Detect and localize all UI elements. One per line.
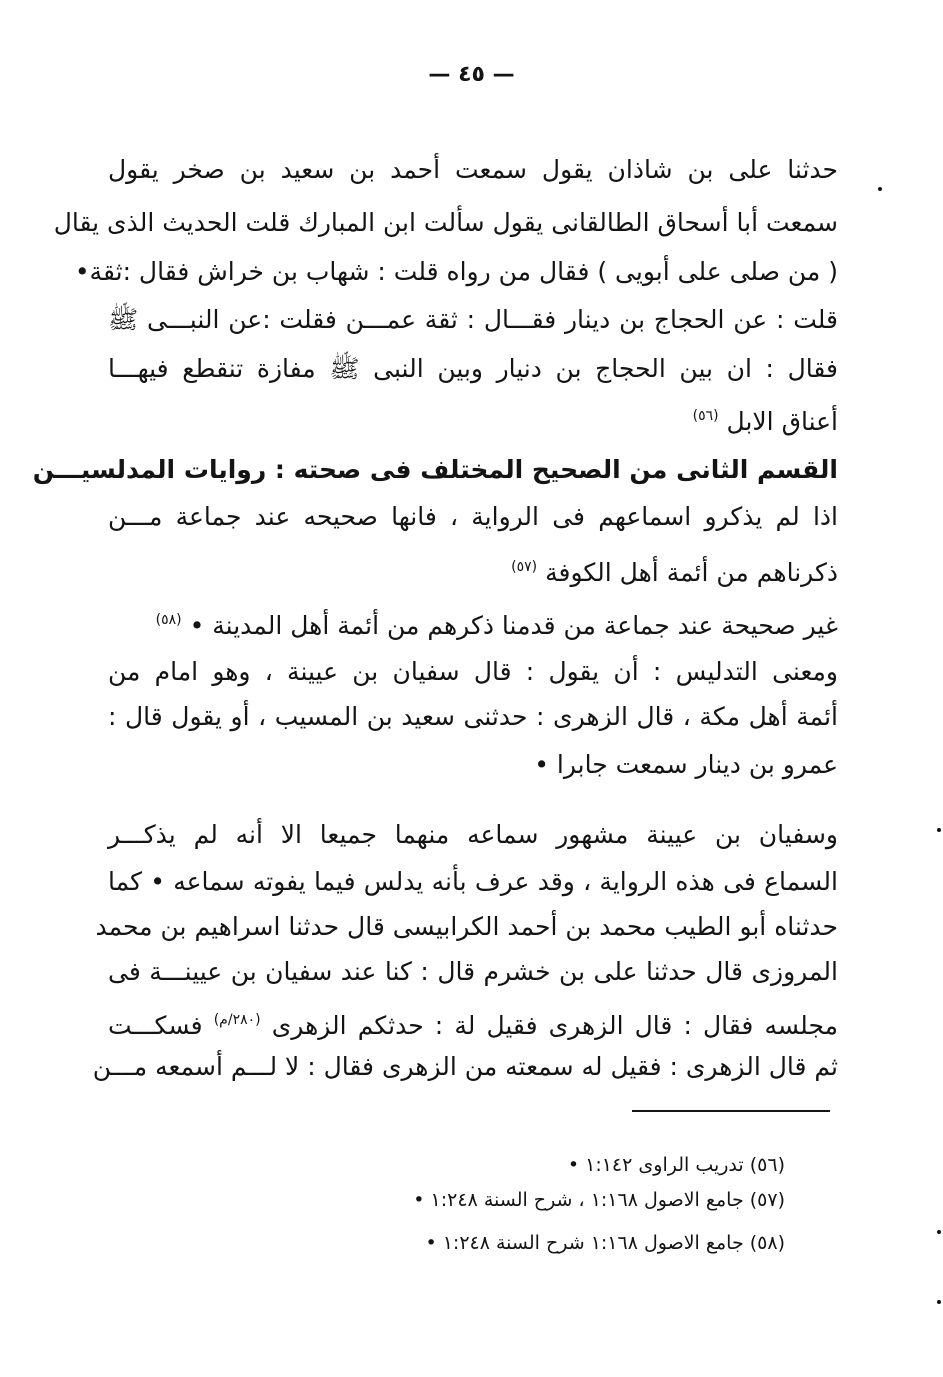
body-line: سمعت أبا أسحاق الطالقانى يقول سألت ابن المبارك قلت الحديث الذى يقال: [53, 208, 838, 237]
final-line-with-ref: [108, 1000, 838, 1046]
scan-speck: [937, 828, 941, 832]
final-line-text: فسكـــت: [108, 1011, 203, 1040]
section-line-text: غير صحيحة عند جماعة من قدمنا ذكرهم من أئمة أهل المدينة •: [189, 611, 838, 640]
final-line: وسفيان بن عيينة مشهور سماعه منهما جميعا الا أنه لم يذكـــر: [108, 820, 838, 849]
body-line-text: أعناق الابل: [726, 407, 838, 436]
section-line-text: ذكرناهم من أئمة أهل الكوفة: [545, 558, 838, 587]
body-line: قلت : عن الحجاج بن دينار فقـــال : ثقة عمـــن فقلت :عن النبـــى ﷺ: [108, 305, 838, 334]
footnote-divider: [632, 1110, 830, 1112]
page-number: — ٤٥ —: [428, 62, 515, 87]
final-line-text: مجلسه فقال : قال الزهرى فقيل لة : حدثكم الزهرى: [271, 1011, 838, 1040]
scan-speck: [937, 1300, 941, 1304]
final-line: حدثناه أبو الطيب محمد بن أحمد الكرابيسى قال حدثنا اسراهيم بن محمد: [95, 912, 838, 941]
body-line-with-ref: [108, 396, 838, 442]
footnote-item: (٥٨) جامع الاصول ١:١٦٨ شرح السنة ١:٢٤٨ •: [425, 1232, 785, 1254]
footnote-ref-280: (٢٨٠/م): [213, 1012, 261, 1028]
section-line: اذا لم يذكرو اسماعهم فى الرواية ، فانها صحيحه عند جماعة مـــن: [108, 502, 838, 531]
section-line-with-ref: [108, 547, 838, 593]
body-line: حدثنا على بن شاذان يقول سمعت أحمد بن سعيد بن صخر يقول: [108, 155, 838, 184]
footnote-item: (٥٧) جامع الاصول ١:١٦٨ ، شرح السنة ١:٢٤٨ •: [413, 1189, 785, 1211]
footnote-ref-58: (٥٨): [155, 612, 182, 628]
section-heading: القسم الثانى من الصحيح المختلف فى صحته : روايات المدلسيـــن: [32, 455, 838, 484]
scan-speck: [937, 1230, 941, 1234]
section-line: عمرو بن دينار سمعت جابرا •: [534, 750, 838, 779]
footnote-item: (٥٦) تدريب الراوى ١:١٤٢ •: [567, 1154, 785, 1176]
section-line-with-ref: [108, 600, 838, 646]
body-line: ( من صلى على أبويى ) فقال من رواه قلت : شهاب بن خراش فقال :ثقة•: [74, 257, 838, 286]
final-line: ثم قال الزهرى : فقيل له سمعته من الزهرى فقال : لا لـــم أسمعه مـــن: [92, 1052, 838, 1081]
scan-speck: [878, 187, 882, 191]
final-line: المروزى قال حدثنا على بن خشرم قال : كنا عند سفيان بن عيينـــة فى: [108, 957, 838, 986]
footnote-ref-57: (٥٧): [511, 559, 538, 575]
section-line: ومعنى التدليس : أن يقول : قال سفيان بن عيينة ، وهو امام من: [108, 657, 838, 686]
final-line: السماع فى هذه الرواية ، وقد عرف بأنه يدلس فيما يفوته سماعه • كما: [108, 867, 838, 896]
body-line: فقال : ان بين الحجاج بن دنيار وبين النبى ﷺ مفازة تنقطع فيهـــا: [108, 354, 838, 383]
section-line: أئمة أهل مكة ، قال الزهرى : حدثنى سعيد بن المسيب ، أو يقول قال :: [108, 702, 838, 731]
footnote-ref-56: (٥٦): [692, 408, 719, 424]
